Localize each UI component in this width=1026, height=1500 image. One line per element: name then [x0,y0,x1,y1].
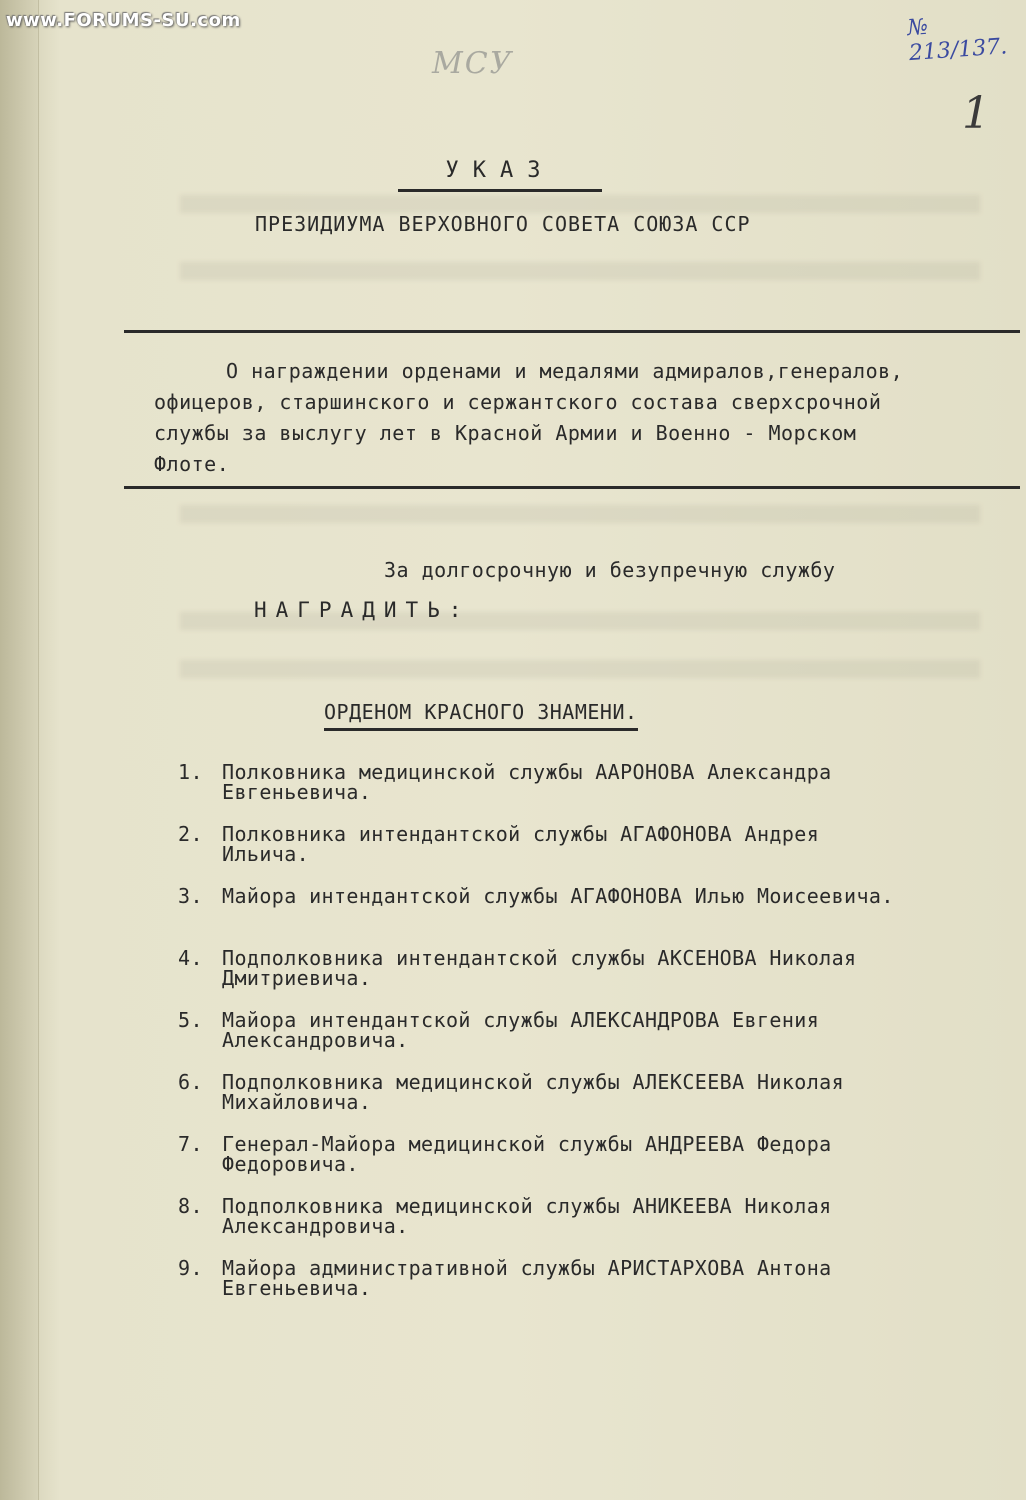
pencil-mark: МСУ [432,46,514,81]
item-number: 2. [178,822,203,846]
order-heading: ОРДЕНОМ КРАСНОГО ЗНАМЕНИ. [324,700,638,731]
item-number: 9. [178,1256,203,1280]
list-item [178,886,1018,948]
item-line2: Михайловича. [222,1090,372,1114]
decree-title: УКАЗ [398,158,602,192]
item-number: 3. [178,884,203,908]
item-number: 8. [178,1194,203,1218]
item-line1: Генерал-Майора медицинской службы АНДРЕЕВА Федора [222,1132,832,1156]
list-item [178,1134,1018,1196]
list-item [178,1196,1018,1258]
site-watermark: www.FORUMS-SU.com [6,10,241,31]
preamble-line: службы за выслугу лет в Красной Армии и Военно - Морском [154,421,857,445]
item-line1: Майора интендантской службы АГАФОНОВА Илью Моисеевича. [222,884,894,908]
preamble-line: Флоте. [154,452,230,476]
item-text [222,886,1012,906]
item-line2: Александровича. [222,1214,409,1238]
item-line2: Дмитриевича. [222,966,372,990]
award-verb: НАГРАДИТЬ: [254,598,471,622]
list-item [178,1258,1018,1320]
item-number: 5. [178,1008,203,1032]
item-line1: Подполковника медицинской службы АНИКЕЕВА Николая [222,1194,832,1218]
item-line1: Майора интендантской службы АЛЕКСАНДРОВА Евгения [222,1008,820,1032]
item-text [222,762,1012,802]
bleed-through-1 [180,195,980,213]
item-line2: Ильича. [222,842,310,866]
archive-number: № 213/137. [906,14,1009,67]
divider-top [124,330,1020,333]
preamble-line: офицеров, старшинского и сержантского состава сверхсрочной [154,390,882,414]
decree-subtitle: ПРЕЗИДИУМА ВЕРХОВНОГО СОВЕТА СОЮЗА ССР [255,212,751,236]
item-number: 7. [178,1132,203,1156]
preamble [154,356,1014,480]
item-line2: Евгеньевича. [222,780,372,804]
list-item [178,762,1018,824]
item-line1: Подполковника интендантской службы АКСЕНОВА Николая [222,946,857,970]
item-line1: Майора административной службы АРИСТАРХОВА Антона [222,1256,832,1280]
service-line: За долгосрочную и безупречную службу [384,558,836,582]
list-item [178,1010,1018,1072]
item-text [222,1134,1012,1174]
item-line2: Федоровича. [222,1152,359,1176]
item-line1: Подполковника медицинской службы АЛЕКСЕЕВА Николая [222,1070,845,1094]
bleed-through-5 [180,660,980,678]
binding-edge [0,0,39,1500]
item-text [222,1072,1012,1112]
list-item [178,824,1018,886]
bleed-through-3 [180,505,980,523]
item-line2: Александровича. [222,1028,409,1052]
item-number: 6. [178,1070,203,1094]
divider-bottom [124,486,1020,489]
list-item [178,1072,1018,1134]
item-text [222,824,1012,864]
sheet-number: 1 [962,88,990,139]
item-number: 4. [178,946,203,970]
bleed-through-2 [180,262,980,280]
preamble-line: О награждении орденами и медалями адмиралов,генералов, [226,359,904,383]
item-line1: Полковника медицинской службы ААРОНОВА Александра [222,760,832,784]
item-text [222,1258,1012,1298]
awardee-list [178,762,1018,1320]
list-item [178,948,1018,1010]
item-text [222,1010,1012,1050]
item-text [222,1196,1012,1236]
item-line2: Евгеньевича. [222,1276,372,1300]
item-line1: Полковника интендантской службы АГАФОНОВА Андрея [222,822,820,846]
item-number: 1. [178,760,203,784]
item-text [222,948,1012,988]
